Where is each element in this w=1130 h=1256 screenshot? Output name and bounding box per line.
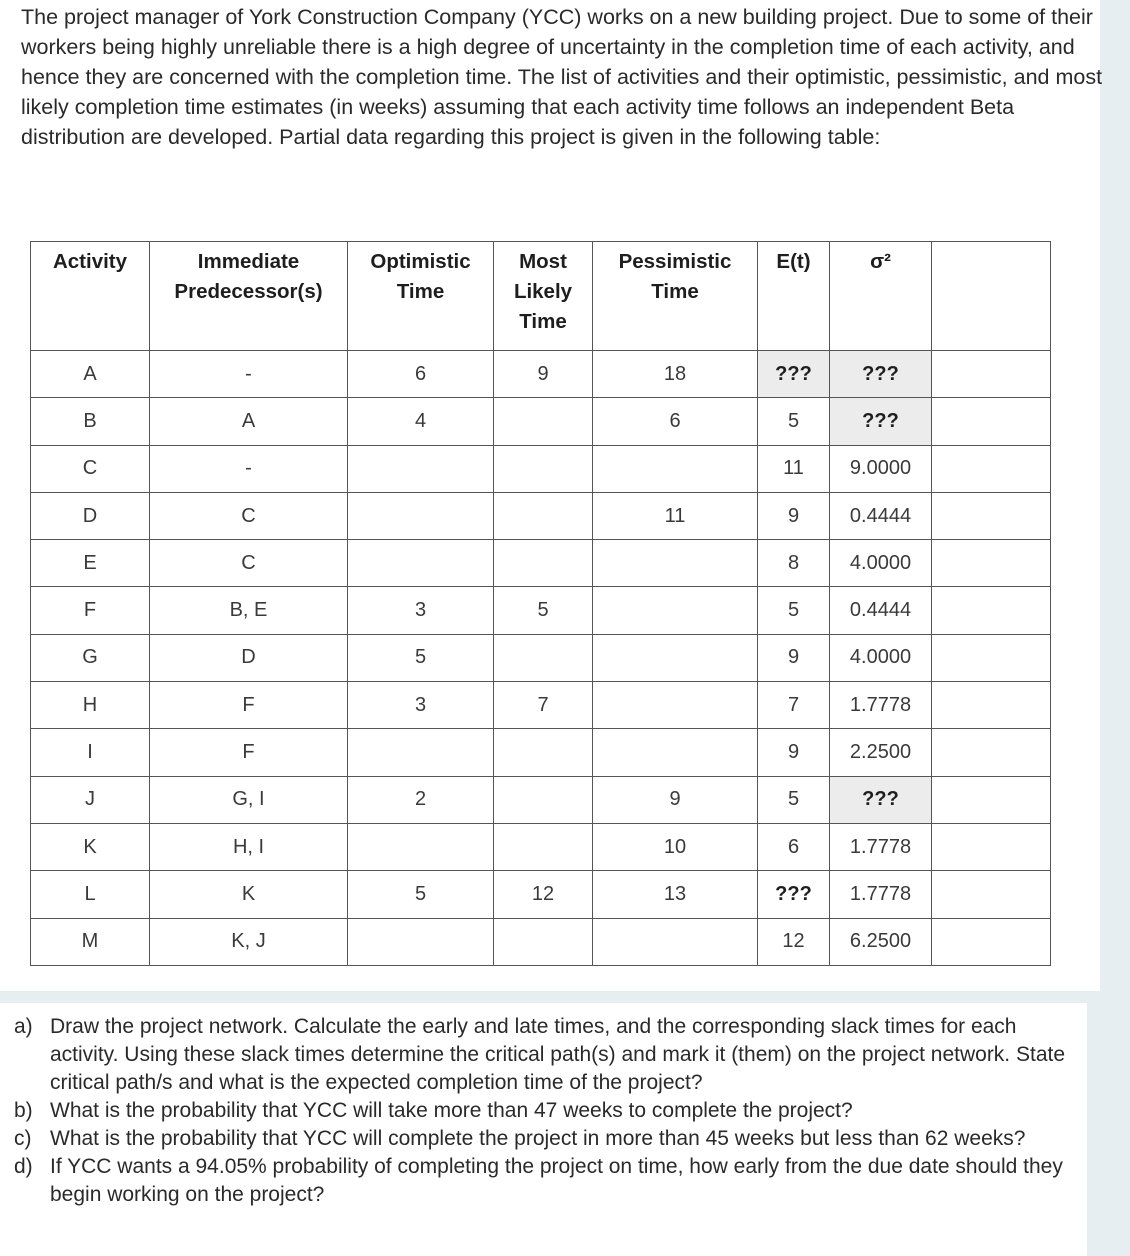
cell-opt: 5 [348, 634, 494, 681]
question-item [14, 1153, 1079, 1209]
cell-opt: 4 [348, 398, 494, 445]
cell-activity: K [31, 823, 150, 870]
cell-pess [593, 918, 758, 965]
table-row [31, 492, 1051, 539]
cell-opt: 5 [348, 871, 494, 918]
cell-pess: 10 [593, 823, 758, 870]
cell-var: ??? [830, 398, 932, 445]
table-row [31, 445, 1051, 492]
cell-var: 9.0000 [830, 445, 932, 492]
cell-opt [348, 729, 494, 776]
cell-pess: 6 [593, 398, 758, 445]
cell-var: 0.4444 [830, 587, 932, 634]
cell-activity: D [31, 492, 150, 539]
cell-et: 5 [758, 776, 830, 823]
cell-blank [932, 823, 1051, 870]
question-text: If YCC wants a 94.05% probability of completing the project on time, how early from the due date should they begin working on the project? [50, 1155, 1063, 1206]
cell-activity: G [31, 634, 150, 681]
cell-pess: 18 [593, 351, 758, 398]
cell-pess [593, 540, 758, 587]
cell-pred: F [150, 729, 348, 776]
cell-blank [932, 871, 1051, 918]
question-text: What is the probability that YCC will take more than 47 weeks to complete the project? [50, 1099, 853, 1122]
cell-var: ??? [830, 776, 932, 823]
question-list [14, 1013, 1079, 1209]
header-variance: σ² [830, 242, 932, 351]
question-item [14, 1125, 1079, 1153]
cell-ml: 9 [494, 351, 593, 398]
cell-pess: 13 [593, 871, 758, 918]
question-text: What is the probability that YCC will complete the project in more than 45 weeks but less than 62 weeks? [50, 1127, 1026, 1150]
question-item [14, 1097, 1079, 1125]
cell-pess: 9 [593, 776, 758, 823]
cell-pred: C [150, 540, 348, 587]
cell-ml [494, 918, 593, 965]
cell-et: 9 [758, 634, 830, 681]
cell-pess [593, 729, 758, 776]
cell-opt: 3 [348, 682, 494, 729]
header-optimistic: Optimistic Time [348, 242, 494, 351]
cell-var: 6.2500 [830, 918, 932, 965]
cell-opt: 3 [348, 587, 494, 634]
cell-pred: B, E [150, 587, 348, 634]
cell-pred: - [150, 445, 348, 492]
question-label: b) [14, 1099, 33, 1122]
header-expected-time: E(t) [758, 242, 830, 351]
cell-ml [494, 540, 593, 587]
cell-et: 12 [758, 918, 830, 965]
cell-ml [494, 445, 593, 492]
cell-et: 5 [758, 398, 830, 445]
cell-var: 2.2500 [830, 729, 932, 776]
cell-var: ??? [830, 351, 932, 398]
table-row [31, 918, 1051, 965]
cell-et: 9 [758, 729, 830, 776]
question-label: d) [14, 1155, 33, 1178]
activity-table [30, 241, 1051, 966]
cell-et: 11 [758, 445, 830, 492]
cell-pred: G, I [150, 776, 348, 823]
table-row [31, 587, 1051, 634]
header-blank [932, 242, 1051, 351]
cell-pred: A [150, 398, 348, 445]
cell-ml [494, 823, 593, 870]
cell-blank [932, 398, 1051, 445]
table-row [31, 776, 1051, 823]
header-predecessors: Immediate Predecessor(s) [150, 242, 348, 351]
header-activity: Activity [31, 242, 150, 351]
cell-et: ??? [758, 871, 830, 918]
table-row [31, 398, 1051, 445]
cell-ml [494, 398, 593, 445]
cell-et: 5 [758, 587, 830, 634]
problem-statement: The project manager of York Construction Company (YCC) works on a new building project. Due to some of their workers being highly unreliable there is a high degree of uncertainty in the completion time of each activity, and hence they are concerned with the completion time. The list of activities and their optimistic, pessimistic, and most likely completion time estimates (in weeks) assuming that each activity time follows an independent Beta distribution are developed. Partial data regarding this project is given in the following table: [21, 5, 1103, 149]
cell-activity: C [31, 445, 150, 492]
cell-opt [348, 445, 494, 492]
cell-blank [932, 776, 1051, 823]
cell-var: 1.7778 [830, 682, 932, 729]
cell-et: 6 [758, 823, 830, 870]
cell-opt [348, 823, 494, 870]
cell-ml: 12 [494, 871, 593, 918]
table-body [31, 351, 1051, 966]
cell-pess [593, 445, 758, 492]
cell-pred: D [150, 634, 348, 681]
cell-var: 0.4444 [830, 492, 932, 539]
cell-pred: F [150, 682, 348, 729]
cell-activity: A [31, 351, 150, 398]
table-row [31, 729, 1051, 776]
cell-ml [494, 776, 593, 823]
table-row [31, 871, 1051, 918]
cell-pred: H, I [150, 823, 348, 870]
cell-activity: J [31, 776, 150, 823]
cell-blank [932, 492, 1051, 539]
cell-activity: H [31, 682, 150, 729]
question-item [14, 1013, 1079, 1097]
cell-blank [932, 729, 1051, 776]
cell-var: 4.0000 [830, 540, 932, 587]
cell-activity: E [31, 540, 150, 587]
cell-activity: I [31, 729, 150, 776]
cell-blank [932, 351, 1051, 398]
cell-opt: 2 [348, 776, 494, 823]
cell-blank [932, 682, 1051, 729]
cell-activity: M [31, 918, 150, 965]
cell-pess: 11 [593, 492, 758, 539]
cell-et: ??? [758, 351, 830, 398]
cell-pred: K [150, 871, 348, 918]
header-pessimistic: Pessimistic Time [593, 242, 758, 351]
table-row [31, 823, 1051, 870]
cell-pess [593, 634, 758, 681]
cell-ml [494, 492, 593, 539]
cell-blank [932, 918, 1051, 965]
cell-blank [932, 445, 1051, 492]
cell-blank [932, 587, 1051, 634]
cell-activity: L [31, 871, 150, 918]
cell-ml: 5 [494, 587, 593, 634]
table-header-row [31, 242, 1051, 351]
cell-pred: - [150, 351, 348, 398]
header-most-likely: Most Likely Time [494, 242, 593, 351]
cell-activity: F [31, 587, 150, 634]
table-row [31, 540, 1051, 587]
cell-et: 8 [758, 540, 830, 587]
cell-activity: B [31, 398, 150, 445]
question-label: c) [14, 1127, 32, 1150]
cell-ml [494, 634, 593, 681]
question-label: a) [14, 1015, 33, 1038]
cell-pess [593, 682, 758, 729]
cell-opt [348, 492, 494, 539]
cell-blank [932, 634, 1051, 681]
cell-pred: C [150, 492, 348, 539]
cell-opt [348, 918, 494, 965]
cell-ml: 7 [494, 682, 593, 729]
cell-var: 1.7778 [830, 823, 932, 870]
cell-blank [932, 540, 1051, 587]
cell-opt: 6 [348, 351, 494, 398]
cell-var: 4.0000 [830, 634, 932, 681]
cell-et: 7 [758, 682, 830, 729]
cell-var: 1.7778 [830, 871, 932, 918]
table-row [31, 634, 1051, 681]
cell-ml [494, 729, 593, 776]
cell-et: 9 [758, 492, 830, 539]
table-row [31, 351, 1051, 398]
cell-opt [348, 540, 494, 587]
cell-pred: K, J [150, 918, 348, 965]
table-row [31, 682, 1051, 729]
questions-panel [0, 1003, 1087, 1256]
question-text: Draw the project network. Calculate the early and late times, and the corresponding slack times for each activity. Using these slack times determine the critical path(s) and mark it (them) on the project network. State critical path/s and what is the expected completion time of the project? [50, 1015, 1066, 1094]
cell-pess [593, 587, 758, 634]
